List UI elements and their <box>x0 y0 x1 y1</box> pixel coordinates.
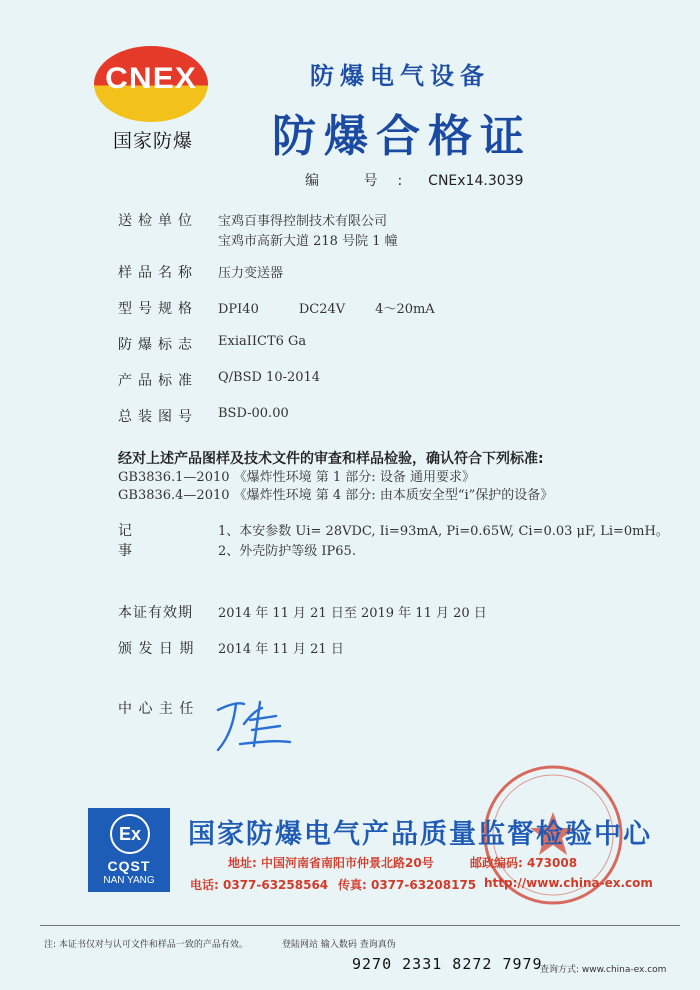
issuer-postcode: 邮政编码: 473008 <box>470 856 578 870</box>
standard-value: Q/BSD 10-2014 <box>218 370 321 385</box>
issue-value: 2014 年 11 月 21 日 <box>218 642 344 657</box>
certificate-number-line <box>305 170 523 190</box>
model-name: DPI40 <box>218 302 259 317</box>
remarks-label: 记 事 <box>118 523 156 559</box>
certificate-number-label: 编 号: <box>305 173 423 189</box>
issue-label: 颁 发 日 期 <box>118 641 195 657</box>
certificate-subtitle: 防爆电气设备 <box>310 62 490 90</box>
ex-icon: Ex <box>110 814 150 854</box>
logo-wordmark: CNEX <box>105 62 197 95</box>
model-value <box>218 298 435 317</box>
applicant-address: 宝鸡市高新大道 218 号院 1 幢 <box>218 234 398 249</box>
standard-line: GB3836.4—2010 《爆炸性环境 第 4 部分: 由本质安全型“i”保护的设备》 <box>118 488 554 503</box>
cnex-logo <box>88 46 218 154</box>
footer-login-hint: 登陆网站 输入数码 查询真伪 <box>282 940 396 950</box>
cqst-city: NAN YANG <box>103 875 155 886</box>
issuer-address: 地址: 中国河南省南阳市仲景北路20号 <box>228 856 434 870</box>
cqst-badge <box>88 808 170 892</box>
footer-note: 注: 本证书仅对与认可文件和样品一致的产品有效。 <box>44 940 248 950</box>
applicant-label: 送检单位 <box>118 213 198 229</box>
remark-item: 2、外壳防护等级 IP65. <box>218 544 356 559</box>
product-label: 样品名称 <box>118 265 198 281</box>
applicant-value: 宝鸡百事得控制技术有限公司 <box>218 214 388 229</box>
director-label: 中 心 主 任 <box>118 701 195 717</box>
validity-label: 本证有效期 <box>118 605 193 621</box>
validity-value: 2014 年 11 月 21 日至 2019 年 11 月 20 日 <box>218 606 487 621</box>
query-method: 查询方式: www.china-ex.com <box>540 965 667 975</box>
issuer-phone: 电话: 0377-63258564 <box>190 878 329 892</box>
drawing-value: BSD-00.00 <box>218 406 289 421</box>
compliance-statement: 经对上述产品图样及技术文件的审查和样品检验，确认符合下列标准: <box>118 451 544 467</box>
logo-caption: 国家防爆 <box>112 130 193 152</box>
issuer-website: http://www.china-ex.com <box>484 876 653 890</box>
exmark-label: 防爆标志 <box>118 337 198 353</box>
exmark-value: ExiaIICT6 Ga <box>218 334 307 349</box>
verification-code: 9270 2331 8272 7979 <box>352 955 543 973</box>
issuer-fax: 传真: 0377-63208175 <box>338 878 477 892</box>
drawing-label: 总装图号 <box>118 409 198 425</box>
footer-divider <box>40 925 680 926</box>
product-value: 压力变送器 <box>218 266 284 281</box>
model-label: 型号规格 <box>118 301 198 317</box>
model-voltage: DC24V <box>298 302 346 317</box>
certificate-number: CNEx14.3039 <box>428 173 524 189</box>
issuer-name: 国家防爆电气产品质量监督检验中心 <box>188 819 652 850</box>
standard-line: GB3836.1—2010 《爆炸性环境 第 1 部分: 设备 通用要求》 <box>118 470 475 485</box>
cqst-label: CQST <box>107 858 151 874</box>
standard-label: 产品标准 <box>118 373 198 389</box>
model-signal: 4～20mA <box>375 302 435 317</box>
certificate-title: 防爆合格证 <box>272 111 532 162</box>
remark-item: 1、本安参数 Ui= 28VDC, Ii=93mA, Pi=0.65W, Ci=0.03 μF, Li=0mH。 <box>218 524 669 539</box>
director-signature <box>210 690 300 760</box>
